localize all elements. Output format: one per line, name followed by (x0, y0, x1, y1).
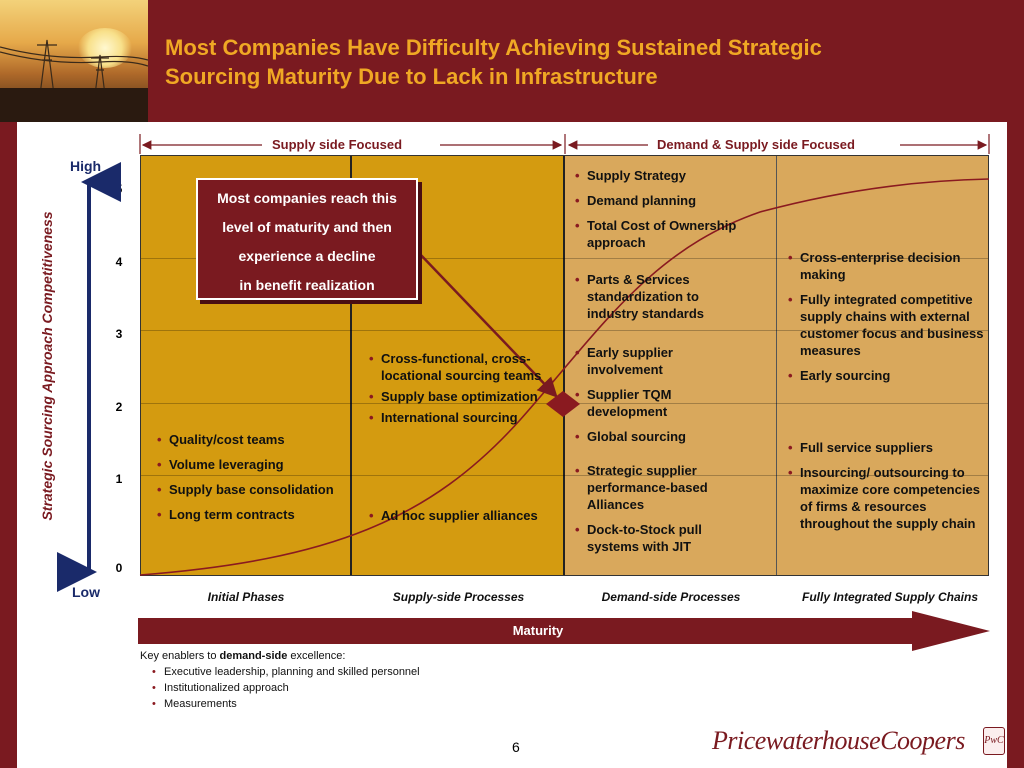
list-item: • Supply base optimization (367, 388, 552, 405)
list-item: • Parts & Services standardization to industry standards (573, 271, 743, 322)
enablers-intro-prefix: Key enablers to (140, 650, 220, 662)
list-item: • Executive leadership, planning and skilled personnel (152, 664, 420, 680)
enablers-intro-bold: demand-side (219, 650, 288, 662)
list-item: • Ad hoc supplier alliances (367, 507, 552, 524)
list-item: • Supply Strategy (573, 167, 773, 184)
enablers-intro (140, 648, 420, 664)
demand-side-list-d (573, 462, 743, 555)
demand-side-list-a (573, 167, 773, 251)
list-item: • International sourcing (367, 409, 552, 426)
list-item: • Cross-enterprise decision making (786, 249, 986, 283)
enablers-intro-suffix: excellence: (287, 650, 346, 662)
supply-side-label: Supply side Focused (268, 137, 406, 152)
logo-mark-icon: PwC (983, 727, 1005, 755)
phase-initial: Initial Phases (207, 590, 285, 604)
slide-title-line1: Most Companies Have Difficulty Achieving Sustained Strategic (165, 35, 822, 60)
initial-phase-list (155, 431, 350, 523)
list-item: • Insourcing/ outsourcing to maximize core competencies of firms & resources throughout the supply chain (786, 464, 986, 532)
enablers-list (140, 664, 420, 712)
list-item: • Dock-to-Stock pull systems with JIT (573, 521, 743, 555)
maturity-label: Maturity (512, 623, 564, 638)
key-enablers (140, 648, 420, 712)
y-tick-2: 2 (115, 400, 123, 414)
list-item: • Global sourcing (573, 428, 743, 445)
callout-line4: in benefit realization (239, 277, 375, 293)
supply-side-list-lower (367, 507, 552, 524)
phase-integrated: Fully Integrated Supply Chains (801, 590, 979, 604)
y-axis-title-text: Strategic Sourcing Approach Competitiveness (39, 211, 55, 521)
list-item: • Full service suppliers (786, 439, 986, 456)
decline-callout (196, 178, 418, 300)
callout-line2: level of maturity and then (222, 219, 392, 235)
y-tick-4: 4 (115, 255, 123, 269)
list-item: • Institutionalized approach (152, 680, 420, 696)
demand-side-list-b (573, 271, 743, 322)
demand-side-list-c (573, 344, 743, 445)
demand-supply-side-label: Demand & Supply side Focused (653, 137, 859, 152)
phase-supply-side: Supply-side Processes (392, 590, 525, 604)
page-number: 6 (512, 739, 520, 755)
list-item: • Early sourcing (786, 367, 986, 384)
list-item: • Fully integrated competitive supply chains with external customer focus and business measures (786, 291, 986, 359)
axis-high-label: High (70, 158, 102, 174)
callout-line1: Most companies reach this (217, 190, 397, 206)
axis-low-label: Low (72, 584, 100, 600)
y-tick-1: 1 (115, 472, 123, 486)
list-item: • Volume leveraging (155, 456, 350, 473)
list-item: • Quality/cost teams (155, 431, 350, 448)
y-tick-3: 3 (115, 327, 123, 341)
segment-brackets (140, 134, 989, 154)
list-item: • Total Cost of Ownership approach (573, 217, 773, 251)
list-item: • Supply base consolidation (155, 481, 350, 498)
y-tick-0: 0 (115, 561, 123, 575)
company-logo: PricewaterhouseCoopers (712, 726, 965, 755)
list-item: • Long term contracts (155, 506, 350, 523)
list-item: • Cross-functional, cross-locational sourcing teams (367, 350, 552, 384)
list-item: • Early supplier involvement (573, 344, 743, 378)
y-tick-5: 5 (115, 182, 123, 196)
slide-title-line2: Sourcing Maturity Due to Lack in Infrastructure (165, 64, 658, 89)
list-item: • Measurements (152, 696, 420, 712)
list-item: • Strategic supplier performance-based Alliances (573, 462, 743, 513)
list-item: • Demand planning (573, 192, 773, 209)
integrated-list-a (786, 249, 986, 384)
list-item: • Supplier TQM development (573, 386, 743, 420)
phase-demand-side: Demand-side Processes (601, 590, 741, 604)
supply-side-list-upper (367, 350, 552, 426)
callout-line3: experience a decline (238, 248, 376, 264)
integrated-list-b (786, 439, 986, 532)
